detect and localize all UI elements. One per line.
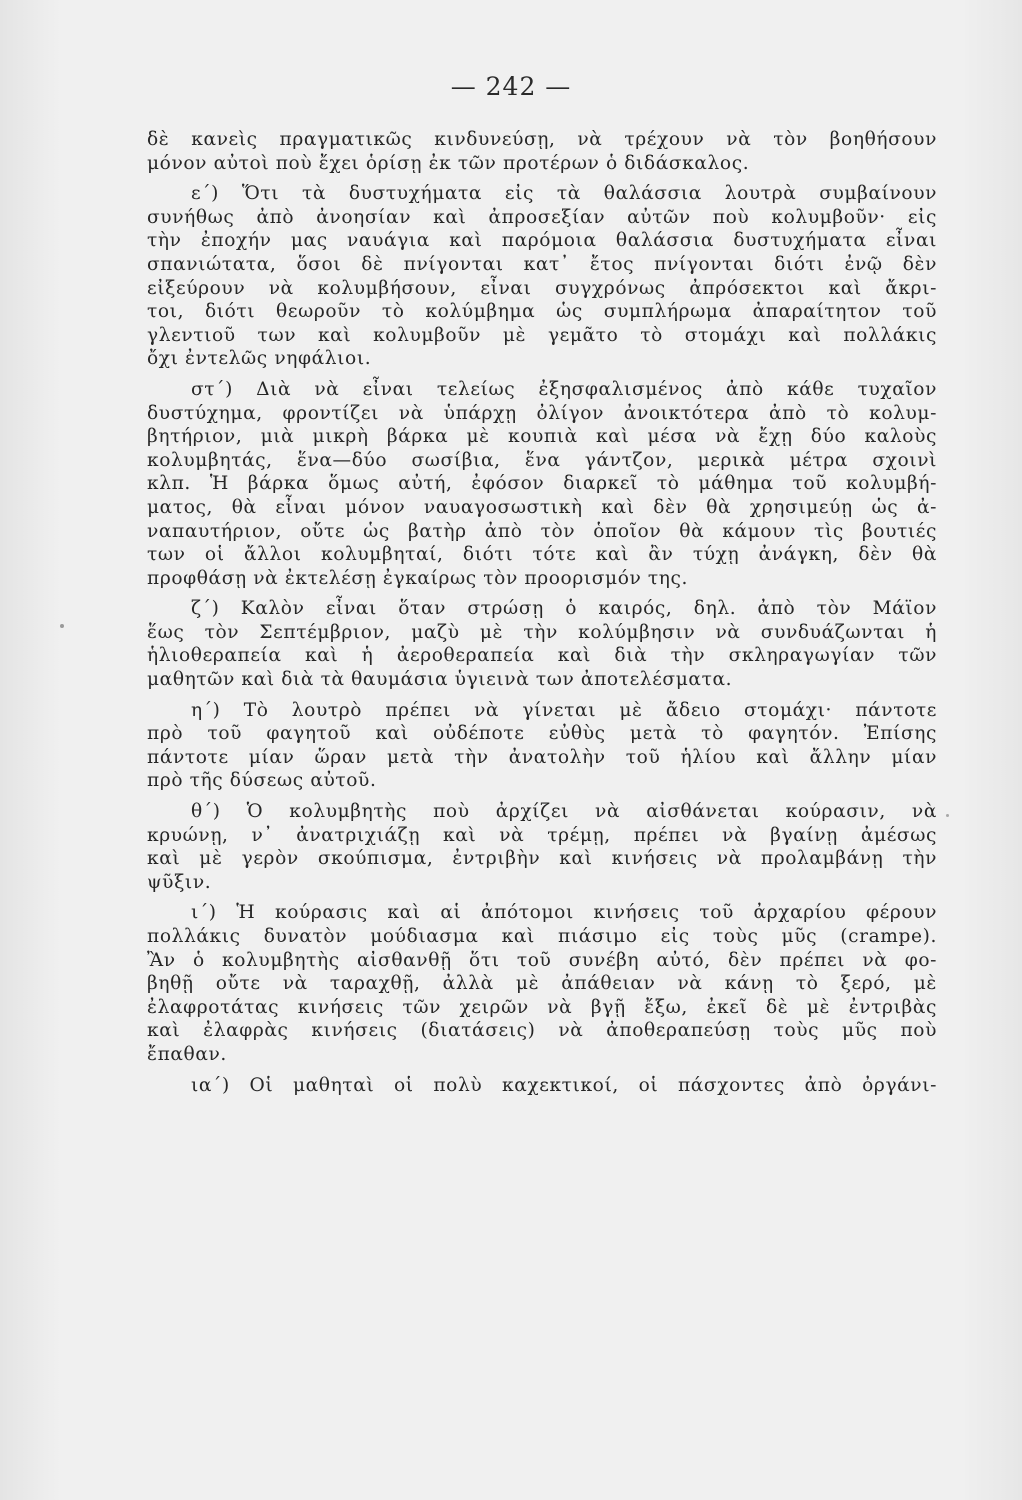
- paper-speck: [946, 814, 949, 817]
- paragraph-1: [147, 128, 937, 175]
- text-line: θ΄) Ὁ κολυμβητὴς ποὺ ἀρχίζει νὰ αἰσθάνεται κούρασιν, νὰ: [191, 801, 937, 823]
- paragraph-zeta: [147, 597, 937, 691]
- text-line: γλεντιοῦ των καὶ κολυμβοῦν μὲ γεμᾶτο τὸ στομάχι καὶ πολλάκις: [147, 324, 937, 346]
- text-line: ι΄) Ἡ κούρασις καὶ αἱ ἀπότομοι κινήσεις τοῦ ἀρχαρίου φέρουν: [191, 902, 937, 924]
- text-line: καὶ μὲ γερὸν σκούπισμα, ἐντριβὴν καὶ κινήσεις νὰ προλαμβάνῃ τὴν: [147, 848, 937, 870]
- text-line: δυστύχημα, φροντίζει νὰ ὑπάρχῃ ὀλίγον ἀνοικτότερα ἀπὸ τὸ κολυμ-: [147, 402, 937, 424]
- body-text: [147, 128, 937, 1097]
- paragraph-theta: [147, 800, 937, 894]
- text-line: ματος, θὰ εἶναι μόνον ναυαγοσωστικὴ καὶ δὲν θὰ χρησιμεύῃ ὡς ἀ-: [147, 496, 937, 518]
- text-line: εἰξεύρουν νὰ κολυμβήσουν, εἶναι συγχρόνως ἀπρόσεκτοι καὶ ἄκρι-: [147, 277, 937, 299]
- text-line: ε΄) Ὅτι τὰ δυστυχήματα εἰς τὰ θαλάσσια λουτρὰ συμβαίνουν: [191, 183, 937, 205]
- text-line: μόνον αὐτοὶ ποὺ ἔχει ὁρίσῃ ἐκ τῶν προτέρων ὁ διδάσκαλος.: [147, 152, 750, 174]
- text-line: ζ΄) Καλὸν εἶναι ὅταν στρώσῃ ὁ καιρός, δηλ. ἀπὸ τὸν Μάϊον: [191, 598, 937, 620]
- text-line: ναπαυτήριον, οὔτε ὡς βατὴρ ἀπὸ τὸν ὁποῖον θὰ κάμουν τὶς βουτιές: [147, 520, 937, 542]
- paragraph-epsilon: [147, 182, 937, 371]
- text-line: κολυμβητάς, ἕνα—δύο σωσίβια, ἕνα γάντζον, μερικὰ μέτρα σχοινὶ: [147, 449, 937, 471]
- text-line: σπανιώτατα, ὅσοι δὲ πνίγονται κατ᾽ ἔτος πνίγονται διότι ἐνῷ δὲν: [147, 253, 937, 275]
- paragraph-stigma: [147, 378, 937, 590]
- paragraph-iota: [147, 901, 937, 1066]
- text-line: πολλάκις δυνατὸν μούδιασμα καὶ πιάσιμο εἰς τοὺς μῦς (crampe).: [147, 926, 937, 947]
- text-line: ἕως τὸν Σεπτέμβριον, μαζὺ μὲ τὴν κολύμβησιν νὰ συνδυάζωνται ἡ: [147, 621, 937, 643]
- text-line: πρὸ τοῦ φαγητοῦ καὶ οὐδέποτε εὐθὺς μετὰ τὸ φαγητόν. Ἐπίσης: [147, 723, 937, 745]
- text-line: κλπ. Ἡ βάρκα ὅμως αὐτή, ἐφόσον διαρκεῖ τὸ μάθημα τοῦ κολυμβή-: [147, 473, 937, 495]
- text-line: τὴν ἐποχήν μας ναυάγια καὶ παρόμοια θαλάσσια δυστυχήματα εἶναι: [147, 230, 937, 252]
- paper-speck: [60, 624, 64, 628]
- text-line: κρυώνῃ, ν᾽ ἀνατριχιάζῃ καὶ νὰ τρέμῃ, πρέπει νὰ βγαίνῃ ἀμέσως: [147, 824, 937, 846]
- text-line: ἡλιοθεραπεία καὶ ἡ ἀεροθεραπεία καὶ διὰ τὴν σκληραγωγίαν τῶν: [147, 645, 937, 667]
- text-line: δὲ κανεὶς πραγματικῶς κινδυνεύσῃ, νὰ τρέχουν νὰ τὸν βοηθήσουν: [147, 129, 937, 150]
- text-line: συνήθως ἀπὸ ἀνοησίαν καὶ ἀπροσεξίαν αὐτῶν ποὺ κολυμβοῦν· εἰς: [147, 206, 937, 228]
- text-line: καὶ ἐλαφρὰς κινήσεις (διατάσεις) νὰ ἀποθεραπεύσῃ τοὺς μῦς ποὺ: [147, 1020, 937, 1042]
- text-line: βητήριον, μιὰ μικρὴ βάρκα μὲ κουπιὰ καὶ μέσα νὰ ἔχῃ δύο καλοὺς: [147, 426, 937, 448]
- text-line: Ἂν ὁ κολυμβητὴς αἰσθανθῇ ὅτι τοῦ συνέβη αὐτό, δὲν πρέπει νὰ φο-: [147, 949, 937, 971]
- text-line: μαθητῶν καὶ διὰ τὰ θαυμάσια ὑγιεινὰ των ἀποτελέσματα.: [147, 669, 733, 691]
- text-line: των οἱ ἄλλοι κολυμβηταί, διότι τότε καὶ ἂν τύχῃ ἀνάγκη, δὲν θὰ: [147, 544, 937, 566]
- paragraph-iota-alpha: [147, 1074, 937, 1098]
- paragraph-eta: [147, 699, 937, 793]
- page-number: — 242 —: [450, 72, 572, 101]
- text-line: ὄχι ἐντελῶς νηφάλιοι.: [147, 348, 372, 370]
- text-line: ἔπαθαν.: [147, 1043, 227, 1065]
- text-line: βηθῇ οὔτε νὰ ταραχθῇ, ἀλλὰ μὲ ἀπάθειαν νὰ κάνῃ τὸ ξερό, μὲ: [147, 973, 937, 995]
- text-line: τοι, διότι θεωροῦν τὸ κολύμβημα ὡς συμπλήρωμα ἀπαραίτητον τοῦ: [147, 301, 937, 323]
- text-line: ψῦξιν.: [147, 871, 212, 893]
- text-line: πάντοτε μίαν ὥραν μετὰ τὴν ἀνατολὴν τοῦ ἡλίου καὶ ἄλλην μίαν: [147, 746, 937, 768]
- text-line: ια΄) Οἱ μαθηταὶ οἱ πολὺ καχεκτικοί, οἱ πάσχοντες ἀπὸ ὀργάνι-: [191, 1074, 937, 1096]
- text-line: η΄) Τὸ λουτρὸ πρέπει νὰ γίνεται μὲ ἄδειο στομάχι· πάντοτε: [191, 699, 937, 721]
- text-line: προφθάσῃ νὰ ἐκτελέσῃ ἐγκαίρως τὸν προορισμόν της.: [147, 567, 689, 589]
- text-line: ἐλαφροτάτας κινήσεις τῶν χειρῶν νὰ βγῇ ἔξω, ἐκεῖ δὲ μὲ ἐντριβὰς: [147, 996, 937, 1018]
- text-line: πρὸ τῆς δύσεως αὐτοῦ.: [147, 770, 377, 792]
- text-line: στ΄) Διὰ νὰ εἶναι τελείως ἐξησφαλισμένος ἀπὸ κάθε τυχαῖον: [191, 378, 937, 400]
